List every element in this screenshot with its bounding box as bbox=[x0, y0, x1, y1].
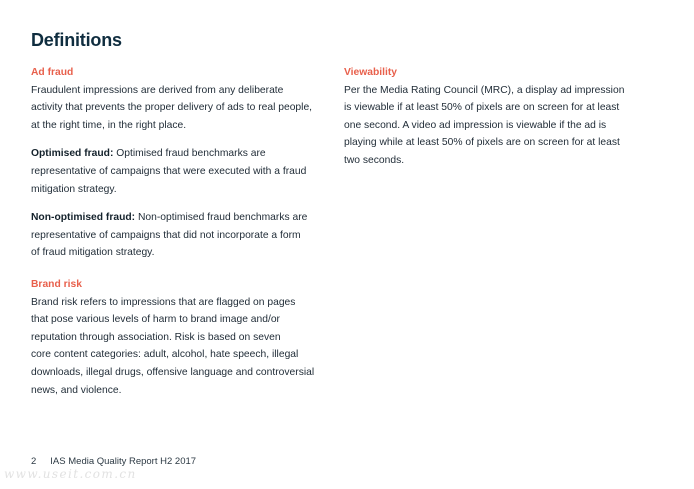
optimised-fraud-line-1 bbox=[31, 145, 331, 163]
non-optimised-fraud-definition bbox=[31, 209, 331, 262]
optimised-fraud-line-1-text: Optimised fraud benchmarks are bbox=[113, 148, 266, 160]
non-optimised-fraud-line-1 bbox=[31, 209, 331, 227]
non-optimised-fraud-line-3: of fraud mitigation strategy. bbox=[31, 247, 155, 259]
optimised-fraud-term: Optimised fraud: bbox=[31, 148, 114, 160]
ad-fraud-line-2: activity that prevents the proper delivery of ads to real people, bbox=[31, 102, 313, 114]
non-optimised-fraud-term: Non-optimised fraud: bbox=[31, 212, 136, 224]
brand-risk-line-4: core content categories: adult, alcohol, hate speech, illegal bbox=[31, 349, 299, 361]
right-column bbox=[344, 64, 644, 170]
ad-fraud-line-1: Fraudulent impressions are derived from any deliberate bbox=[31, 84, 284, 96]
viewability-heading: Viewability bbox=[344, 67, 398, 78]
page-footer bbox=[31, 456, 196, 467]
optimised-fraud-line-3: mitigation strategy. bbox=[31, 183, 117, 195]
non-optimised-fraud-line-2: representative of campaigns that did not incorporate a form bbox=[31, 229, 301, 241]
page-number: 2 bbox=[31, 456, 37, 467]
watermark: www.useit.com.cn bbox=[4, 467, 137, 481]
brand-risk-heading: Brand risk bbox=[31, 278, 82, 290]
ad-fraud-section bbox=[31, 64, 331, 134]
brand-risk-line-2: that pose various levels of harm to brand image and/or bbox=[31, 314, 280, 326]
optimised-fraud-definition bbox=[31, 145, 331, 198]
page-title: Definitions bbox=[31, 30, 122, 50]
brand-risk-line-1: Brand risk refers to impressions that are flagged on pages bbox=[31, 296, 296, 308]
viewability-line-3: one second. A video ad impression is viewable if the ad is bbox=[344, 119, 607, 131]
viewability-line-1: Per the Media Rating Council (MRC), a display ad impression bbox=[344, 84, 625, 96]
ad-fraud-line-3: at the right time, in the right place. bbox=[31, 119, 187, 131]
report-title: IAS Media Quality Report H2 2017 bbox=[50, 456, 197, 467]
viewability-line-4: playing while at least 50% of pixels are on screen for at least bbox=[344, 137, 620, 149]
brand-risk-section bbox=[31, 276, 331, 399]
brand-risk-line-5: downloads, illegal drugs, offensive language and controversial bbox=[31, 366, 315, 378]
viewability-section bbox=[344, 64, 644, 170]
ad-fraud-heading: Ad fraud bbox=[31, 67, 74, 78]
viewability-line-2: is viewable if at least 50% of pixels are on screen for at least bbox=[344, 102, 620, 114]
non-optimised-fraud-line-1-text: Non-optimised fraud benchmarks are bbox=[135, 212, 308, 224]
optimised-fraud-line-2: representative of campaigns that were executed with a fraud bbox=[31, 165, 307, 177]
viewability-line-5: two seconds. bbox=[344, 154, 405, 166]
brand-risk-line-6: news, and violence. bbox=[31, 384, 122, 396]
brand-risk-line-3: reputation through association. Risk is based on seven bbox=[31, 331, 281, 343]
left-column bbox=[31, 64, 331, 399]
